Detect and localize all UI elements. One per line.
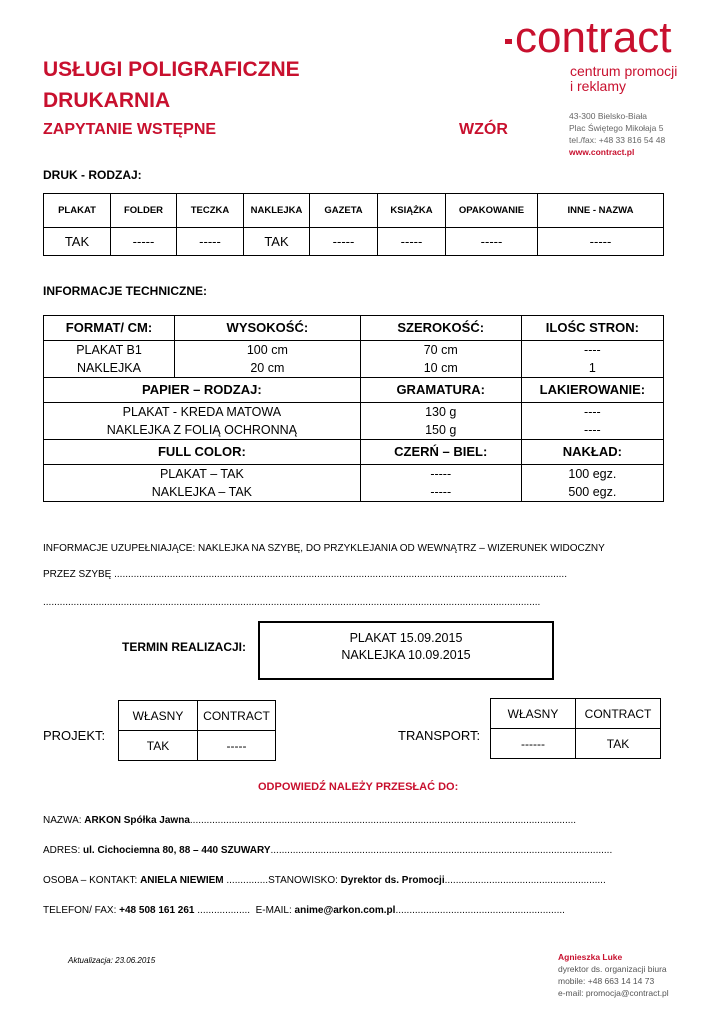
hdr-paper: PAPIER – RODZAJ: xyxy=(44,378,361,403)
transport-table xyxy=(490,698,661,759)
col-inne: INNE - NAZWA xyxy=(538,194,664,228)
paper-item: PLAKAT - KREDA MATOWA xyxy=(122,405,282,419)
cell-bw[interactable] xyxy=(360,465,521,502)
hdr-varnish: LAKIEROWANIE: xyxy=(521,378,663,403)
contact-person-block xyxy=(558,951,669,999)
hdr-fullcolor: FULL COLOR: xyxy=(44,440,361,465)
fullcolor-item: NAKLEJKA – TAK xyxy=(151,485,252,499)
hdr-width: SZEROKOŚĆ: xyxy=(360,316,521,341)
circulation-item: 500 egz. xyxy=(568,485,617,499)
tech-data-row-3 xyxy=(44,465,664,502)
address-value: ul. Cichociemna 80, 88 – 440 SZUWARY xyxy=(83,845,271,856)
contact-person-name: Agnieszka Luke xyxy=(558,952,623,962)
tech-header-row-3 xyxy=(44,440,664,465)
company-logo xyxy=(505,13,672,62)
val-gazeta[interactable]: ----- xyxy=(310,228,378,256)
varnish-item: ---- xyxy=(584,405,601,419)
grammage-item: 150 g xyxy=(425,423,457,437)
address-label: ADRES: xyxy=(43,845,81,856)
transport-own-value[interactable]: ------ xyxy=(491,729,576,759)
tech-data-row-2 xyxy=(44,403,664,440)
pages-item: 1 xyxy=(588,361,596,375)
contact-person-role: dyrektor ds. organizacji biura xyxy=(558,964,667,974)
pages-item: ---- xyxy=(584,343,601,357)
tech-data-row-1 xyxy=(44,341,664,378)
cell-height[interactable] xyxy=(175,341,361,378)
project-contract-value[interactable]: ----- xyxy=(198,731,276,761)
phone-dots: ................... xyxy=(197,905,251,916)
position-dots: .......................................................... xyxy=(444,875,606,886)
col-ksiazka: KSIĄŻKA xyxy=(378,194,446,228)
cell-varnish[interactable] xyxy=(521,403,663,440)
fullcolor-item: PLAKAT – TAK xyxy=(159,467,244,481)
logo-name: contract xyxy=(515,13,672,62)
varnish-item: ---- xyxy=(584,423,601,437)
width-item: 10 cm xyxy=(423,361,458,375)
project-own-header: WŁASNY xyxy=(119,701,198,731)
reply-phone-line[interactable] xyxy=(43,905,565,916)
col-opakowanie: OPAKOWANIE xyxy=(446,194,538,228)
hdr-grammage: GRAMATURA: xyxy=(360,378,521,403)
project-own-value[interactable]: TAK xyxy=(119,731,198,761)
val-ksiazka[interactable]: ----- xyxy=(378,228,446,256)
title-line2: DRUKARNIA xyxy=(43,89,171,112)
reply-contact-line[interactable] xyxy=(43,875,606,886)
bw-item: ----- xyxy=(430,467,452,481)
address-phone: tel./fax: +48 33 816 54 48 xyxy=(569,135,666,145)
paper-item: NAKLEJKA Z FOLIĄ OCHRONNĄ xyxy=(106,423,298,437)
deadline-line2: NAKLEJKA 10.09.2015 xyxy=(341,648,471,662)
val-opakowanie[interactable]: ----- xyxy=(446,228,538,256)
contact-value: ANIELA NIEWIEM xyxy=(140,875,224,886)
project-label: PROJEKT: xyxy=(43,728,106,743)
transport-contract-value[interactable]: TAK xyxy=(576,729,661,759)
val-inne[interactable]: ----- xyxy=(538,228,664,256)
update-date: Aktualizacja: 23.06.2015 xyxy=(68,956,156,965)
phone-label: TELEFON/ FAX: xyxy=(43,905,117,916)
logo-bullet xyxy=(505,39,512,44)
hdr-pages: ILOŚC STRON: xyxy=(521,316,663,341)
col-gazeta: GAZETA xyxy=(310,194,378,228)
cell-grammage[interactable] xyxy=(360,403,521,440)
format-item: NAKLEJKA xyxy=(77,361,141,375)
address-web[interactable]: www.contract.pl xyxy=(569,147,635,157)
print-type-table xyxy=(43,193,664,256)
cell-paper[interactable] xyxy=(44,403,361,440)
hdr-format: FORMAT/ CM: xyxy=(44,316,175,341)
height-item: 20 cm xyxy=(250,361,285,375)
val-folder[interactable]: ----- xyxy=(111,228,177,256)
transport-own-header: WŁASNY xyxy=(491,699,576,729)
contact-person-email[interactable]: e-mail: promocja@contract.pl xyxy=(558,988,669,998)
address-city: 43-300 Bielsko-Biała xyxy=(569,111,647,121)
circulation-item: 100 egz. xyxy=(568,467,617,481)
contact-person-mobile: mobile: +48 663 14 14 73 xyxy=(558,976,655,986)
tech-header-row-1 xyxy=(44,316,664,341)
width-item: 70 cm xyxy=(423,343,458,357)
technical-table xyxy=(43,315,664,502)
transport-label: TRANSPORT: xyxy=(398,728,481,743)
val-teczka[interactable]: ----- xyxy=(177,228,244,256)
address-dots: ........................................................................................................................... xyxy=(270,845,613,856)
print-type-header-row xyxy=(44,194,664,228)
col-plakat: PLAKAT xyxy=(44,194,111,228)
cell-format[interactable] xyxy=(44,341,175,378)
additional-info-line1: INFORMACJE UZUPEŁNIAJĄCE: NAKLEJKA NA SZYBĘ, DO PRZYKLEJANIA OD WEWNĄTRZ – WIZERUNEK WIDOCZNY xyxy=(43,543,605,554)
project-table xyxy=(118,700,276,761)
deadline-label: TERMIN REALIZACJI: xyxy=(122,640,246,654)
deadline-line1: PLAKAT 15.09.2015 xyxy=(349,631,463,645)
reply-address-line[interactable] xyxy=(43,845,612,856)
phone-value: +48 508 161 261 xyxy=(119,905,195,916)
reply-heading: ODPOWIEDŹ NALEŻY PRZESŁAĆ DO: xyxy=(258,781,459,793)
print-type-heading: DRUK - RODZAJ: xyxy=(43,168,142,182)
cell-fullcolor[interactable] xyxy=(44,465,361,502)
grammage-item: 130 g xyxy=(425,405,457,419)
logo-tagline-2: i reklamy xyxy=(570,78,627,94)
val-plakat[interactable]: TAK xyxy=(44,228,111,256)
position-value: Dyrektor ds. Promocji xyxy=(340,875,445,886)
cell-circulation[interactable] xyxy=(521,465,663,502)
project-contract-header: CONTRACT xyxy=(198,701,276,731)
email-label: E-MAIL: xyxy=(255,905,292,916)
title-line1: USŁUGI POLIGRAFICZNE xyxy=(43,58,300,81)
company-address xyxy=(569,110,665,158)
additional-info-line3[interactable]: ................................................................................................................................................................................... xyxy=(43,597,541,608)
email-value: anime@arkon.com.pl xyxy=(294,905,396,916)
height-item: 100 cm xyxy=(246,343,288,357)
position-label: STANOWISKO: xyxy=(268,875,338,886)
logo-tagline-1: centrum promocji xyxy=(570,63,678,79)
additional-info-line2[interactable]: PRZEZ SZYBĘ ................................................................................................................................................................... xyxy=(43,569,567,580)
hdr-bw: CZERŃ – BIEL: xyxy=(360,440,521,465)
name-label: NAZWA: xyxy=(43,815,82,826)
contact-dots: ............... xyxy=(226,875,269,886)
cell-pages[interactable] xyxy=(521,341,663,378)
val-naklejka[interactable]: TAK xyxy=(244,228,310,256)
col-teczka: TECZKA xyxy=(177,194,244,228)
reply-name-line[interactable] xyxy=(43,815,576,826)
col-naklejka: NAKLEJKA xyxy=(244,194,310,228)
form-subtitle: ZAPYTANIE WSTĘPNE xyxy=(43,121,217,138)
name-dots: ........................................................................................................................................... xyxy=(189,815,577,826)
tech-header-row-2 xyxy=(44,378,664,403)
email-dots: ............................................................. xyxy=(395,905,565,916)
sample-label: WZÓR xyxy=(459,121,508,138)
format-item: PLAKAT B1 xyxy=(76,343,142,357)
print-type-value-row xyxy=(44,228,664,256)
bw-item: ----- xyxy=(430,485,452,499)
name-value: ARKON Spółka Jawna xyxy=(84,815,190,826)
deadline-box[interactable] xyxy=(258,621,554,680)
contact-label: OSOBA – KONTAKT: xyxy=(43,875,138,886)
col-folder: FOLDER xyxy=(111,194,177,228)
hdr-height: WYSOKOŚĆ: xyxy=(175,316,361,341)
hdr-circulation: NAKŁAD: xyxy=(521,440,663,465)
technical-heading: INFORMACJE TECHNICZNE: xyxy=(43,284,207,298)
transport-contract-header: CONTRACT xyxy=(576,699,661,729)
address-street: Plac Świętego Mikołaja 5 xyxy=(569,123,664,133)
cell-width[interactable] xyxy=(360,341,521,378)
